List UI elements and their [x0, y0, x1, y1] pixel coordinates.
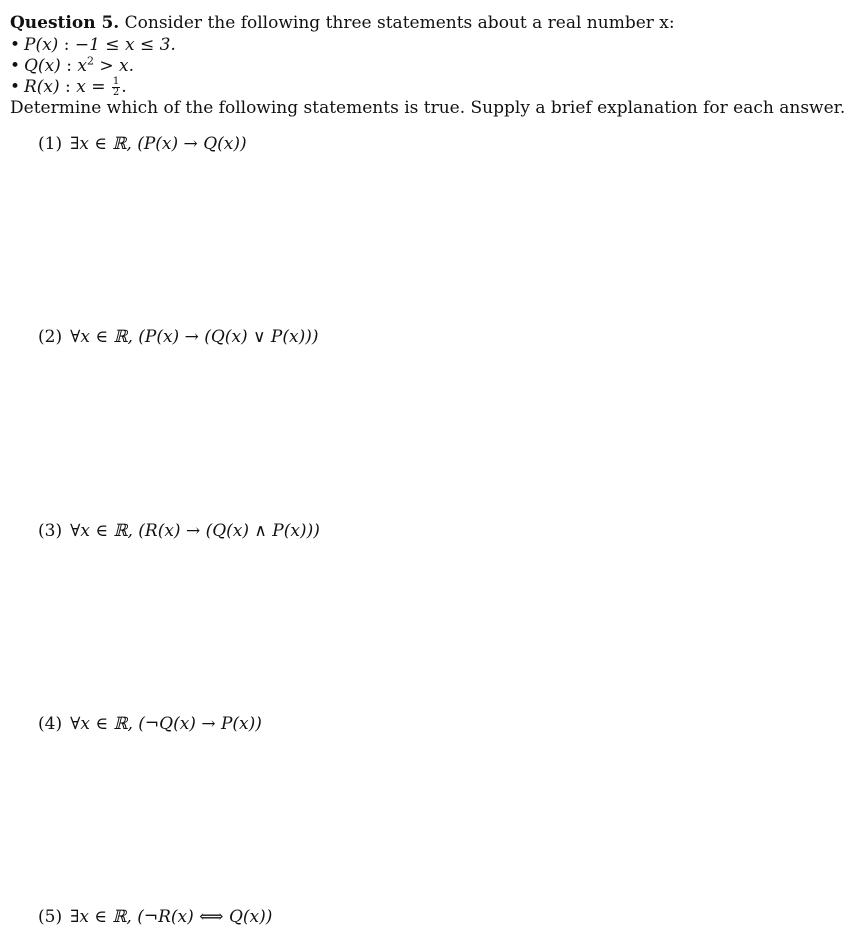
bullet-r: [10, 77, 127, 98]
statement-name: Q(x): [24, 56, 61, 76]
question-label: Question 5.: [10, 13, 120, 33]
bullet-p: [10, 35, 176, 55]
item-number: (4): [38, 714, 63, 734]
bullet-icon: •: [10, 77, 21, 97]
statement-exponent: 2: [86, 54, 94, 68]
bullet-icon: •: [10, 56, 21, 76]
statement-definition: −1 ≤ x ≤ 3.: [74, 35, 176, 55]
bullet-q: [10, 56, 134, 76]
item-number: (1): [38, 134, 63, 154]
statement-separator: :: [60, 56, 78, 76]
item-formula: ∃x ∈ ℝ, (¬R(x) ⟺ Q(x)): [70, 907, 273, 927]
statement-separator: :: [59, 77, 77, 97]
statement-item: [38, 714, 262, 734]
statement-name: R(x): [24, 77, 60, 97]
statement-item: [38, 907, 272, 927]
fraction: [112, 77, 120, 98]
statement-item: [38, 521, 320, 541]
instruction-text: Determine which of the following statements is true. Supply a brief explanation for each answer.: [10, 98, 845, 118]
item-formula: ∃x ∈ ℝ, (P(x) → Q(x)): [70, 134, 247, 154]
statement-item: [38, 134, 247, 154]
question-intro: Consider the following three statements about a real number x:: [124, 13, 675, 33]
statement-item: [38, 327, 318, 347]
item-formula: ∀x ∈ ℝ, (R(x) → (Q(x) ∧ P(x))): [70, 521, 320, 541]
item-number: (3): [38, 521, 63, 541]
item-number: (5): [38, 907, 63, 927]
item-formula: ∀x ∈ ℝ, (P(x) → (Q(x) ∨ P(x))): [70, 327, 319, 347]
item-formula: ∀x ∈ ℝ, (¬Q(x) → P(x)): [70, 714, 262, 734]
bullet-icon: •: [10, 35, 21, 55]
statement-separator: :: [58, 35, 75, 55]
statement-base: x: [77, 56, 87, 76]
item-number: (2): [38, 327, 63, 347]
fraction-numerator: 1: [112, 76, 120, 87]
fraction-denominator: 2: [112, 87, 120, 98]
statement-tail: .: [121, 77, 127, 97]
statement-lhs: x =: [76, 77, 111, 97]
question-header: [10, 13, 675, 33]
statement-definition: > x.: [93, 56, 134, 76]
statement-name: P(x): [24, 35, 59, 55]
